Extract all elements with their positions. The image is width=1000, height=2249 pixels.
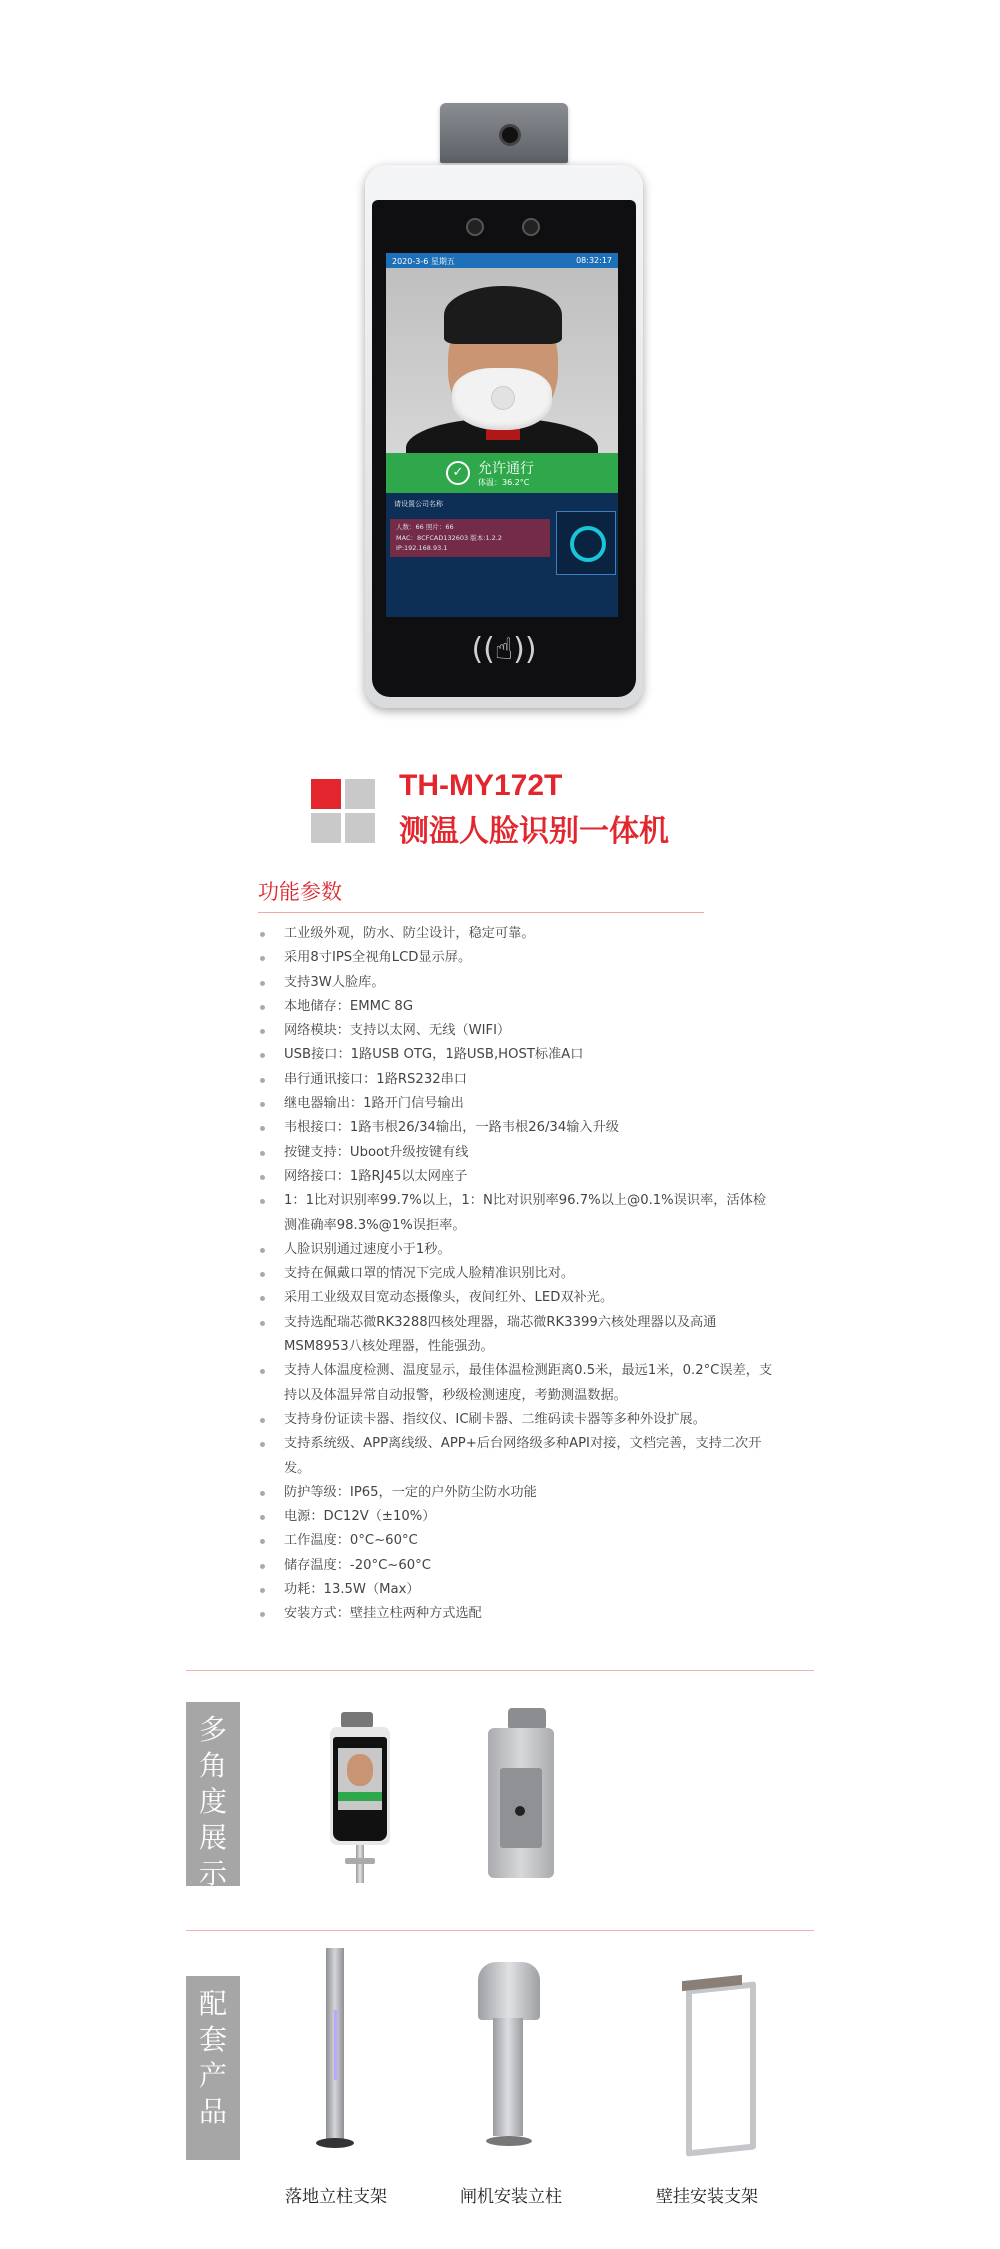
- check-icon: ✓: [446, 461, 470, 485]
- logo-square-red: [311, 779, 341, 809]
- floor-stand-base: [316, 2138, 354, 2148]
- screen-date: 2020-3-6 星期五: [392, 257, 455, 266]
- spec-item: 网络模块：支持以太网、无线（WIFI）: [258, 1019, 778, 1043]
- spec-item: 电源：DC12V（±10%）: [258, 1505, 778, 1529]
- accessory-caption: 闸机安装立柱: [460, 2187, 562, 2207]
- section-divider: [186, 1670, 814, 1671]
- spec-item: 功耗：13.5W（Max）: [258, 1578, 778, 1602]
- info-line: 人数：66 照片：66: [396, 523, 454, 531]
- specs-divider: [258, 912, 704, 913]
- product-name: 测温人脸识别一体机: [399, 814, 669, 849]
- device-screen: [386, 253, 618, 617]
- spec-item: 支持在佩戴口罩的情况下完成人脸精准识别比对。: [258, 1262, 778, 1286]
- info-box: [390, 519, 550, 557]
- info-line: IP:192.168.93.1: [396, 544, 448, 552]
- spec-item: 支持3W人脸库。: [258, 971, 778, 995]
- info-panel: [386, 493, 618, 617]
- spec-item: 支持人体温度检测、温度显示，最佳体温检测距离0.5米，最远1米，0.2°C误差，支持以及体温异常自动报警，秒级检测速度，考勤测温数据。: [258, 1359, 778, 1408]
- spec-item: 韦根接口：1路韦根26/34输出，一路韦根26/34输入升级: [258, 1116, 778, 1140]
- mask-valve: [491, 386, 515, 410]
- product-model: TH-MY172T: [399, 769, 563, 802]
- company-prompt: 请设置公司名称: [394, 500, 443, 508]
- spec-item: 支持选配瑞芯微RK3288四核处理器，瑞芯微RK3399六核处理器以及高通MSM8953八核处理器，性能强劲。: [258, 1311, 778, 1360]
- camera-lens-icon: [466, 218, 484, 236]
- accessories-label: 配套产品: [186, 1976, 240, 2160]
- logo-square-gray: [345, 779, 375, 809]
- spec-item: 工业级外观，防水、防尘设计，稳定可靠。: [258, 922, 778, 946]
- views-label: 多角度展示: [186, 1702, 240, 1886]
- spec-item: 工作温度：0°C~60°C: [258, 1529, 778, 1553]
- gate-column-body: [493, 2018, 523, 2136]
- spec-item: 按键支持：Uboot升级按键有线: [258, 1141, 778, 1165]
- screen-status-bar: [386, 253, 618, 268]
- spec-item: 本地储存：EMMC 8G: [258, 995, 778, 1019]
- front-view-mount: [345, 1858, 375, 1864]
- gate-column-base: [486, 2136, 532, 2146]
- nfc-icon: ((☝)): [471, 632, 537, 667]
- spec-item: 人脸识别通过速度小于1秒。: [258, 1238, 778, 1262]
- temperature-text: 体温：36.2°C: [478, 478, 530, 487]
- person-hair: [444, 286, 562, 344]
- specs-heading: 功能参数: [258, 880, 342, 904]
- screen-time: 08:32:17: [576, 256, 612, 265]
- pass-banner: [386, 453, 618, 493]
- spec-item: 网络接口：1路RJ45以太网座子: [258, 1165, 778, 1189]
- section-divider: [186, 1930, 814, 1931]
- back-view-port-icon: [515, 1806, 525, 1816]
- spec-item: 采用工业级双目宽动态摄像头，夜间红外、LED双补光。: [258, 1286, 778, 1310]
- front-view-face: [347, 1754, 373, 1786]
- accessory-caption: 落地立柱支架: [285, 2187, 387, 2207]
- spec-item: 串行通讯接口：1路RS232串口: [258, 1068, 778, 1092]
- info-line: MAC：8CFCAD132603 版本:1.2.2: [396, 534, 502, 542]
- pass-text: 允许通行: [478, 461, 534, 477]
- front-view-pass-bar: [338, 1792, 382, 1801]
- logo-square-gray: [311, 813, 341, 843]
- spec-item: 支持系统级、APP离线级、APP+后台网络级多种API对接，文档完善，支持二次开发。: [258, 1432, 778, 1481]
- accessory-caption: 壁挂安装支架: [656, 2187, 758, 2207]
- face-photo: [386, 268, 618, 453]
- front-view-pole: [356, 1845, 364, 1883]
- thermal-camera-icon: [499, 124, 521, 146]
- spec-item: 1：1比对识别率99.7%以上，1：N比对识别率96.7%以上@0.1%误识率，活体检测准确率98.3%@1%误拒率。: [258, 1189, 778, 1238]
- spec-item: 支持身份证读卡器、指纹仪、IC刷卡器、二维码读卡器等多种外设扩展。: [258, 1408, 778, 1432]
- gate-column-head: [478, 1962, 540, 2020]
- spec-item: USB接口：1路USB OTG，1路USB,HOST标准A口: [258, 1043, 778, 1067]
- spec-item: 防护等级：IP65，一定的户外防尘防水功能: [258, 1481, 778, 1505]
- mini-bracket: [341, 1712, 373, 1728]
- wall-bracket-frame: [686, 1981, 756, 2156]
- spec-item: 储存温度：-20°C~60°C: [258, 1554, 778, 1578]
- logo-square-gray: [345, 813, 375, 843]
- specs-list: [258, 922, 778, 1627]
- spec-item: 安装方式：壁挂立柱两种方式选配: [258, 1602, 778, 1626]
- face-scan-frame: [556, 511, 616, 575]
- floor-stand-light-strip: [334, 2010, 337, 2080]
- face-scan-icon: [570, 526, 606, 562]
- back-view-bracket: [508, 1708, 546, 1730]
- camera-lens-icon: [522, 218, 540, 236]
- spec-item: 采用8寸IPS全视角LCD显示屏。: [258, 946, 778, 970]
- spec-item: 继电器输出：1路开门信号输出: [258, 1092, 778, 1116]
